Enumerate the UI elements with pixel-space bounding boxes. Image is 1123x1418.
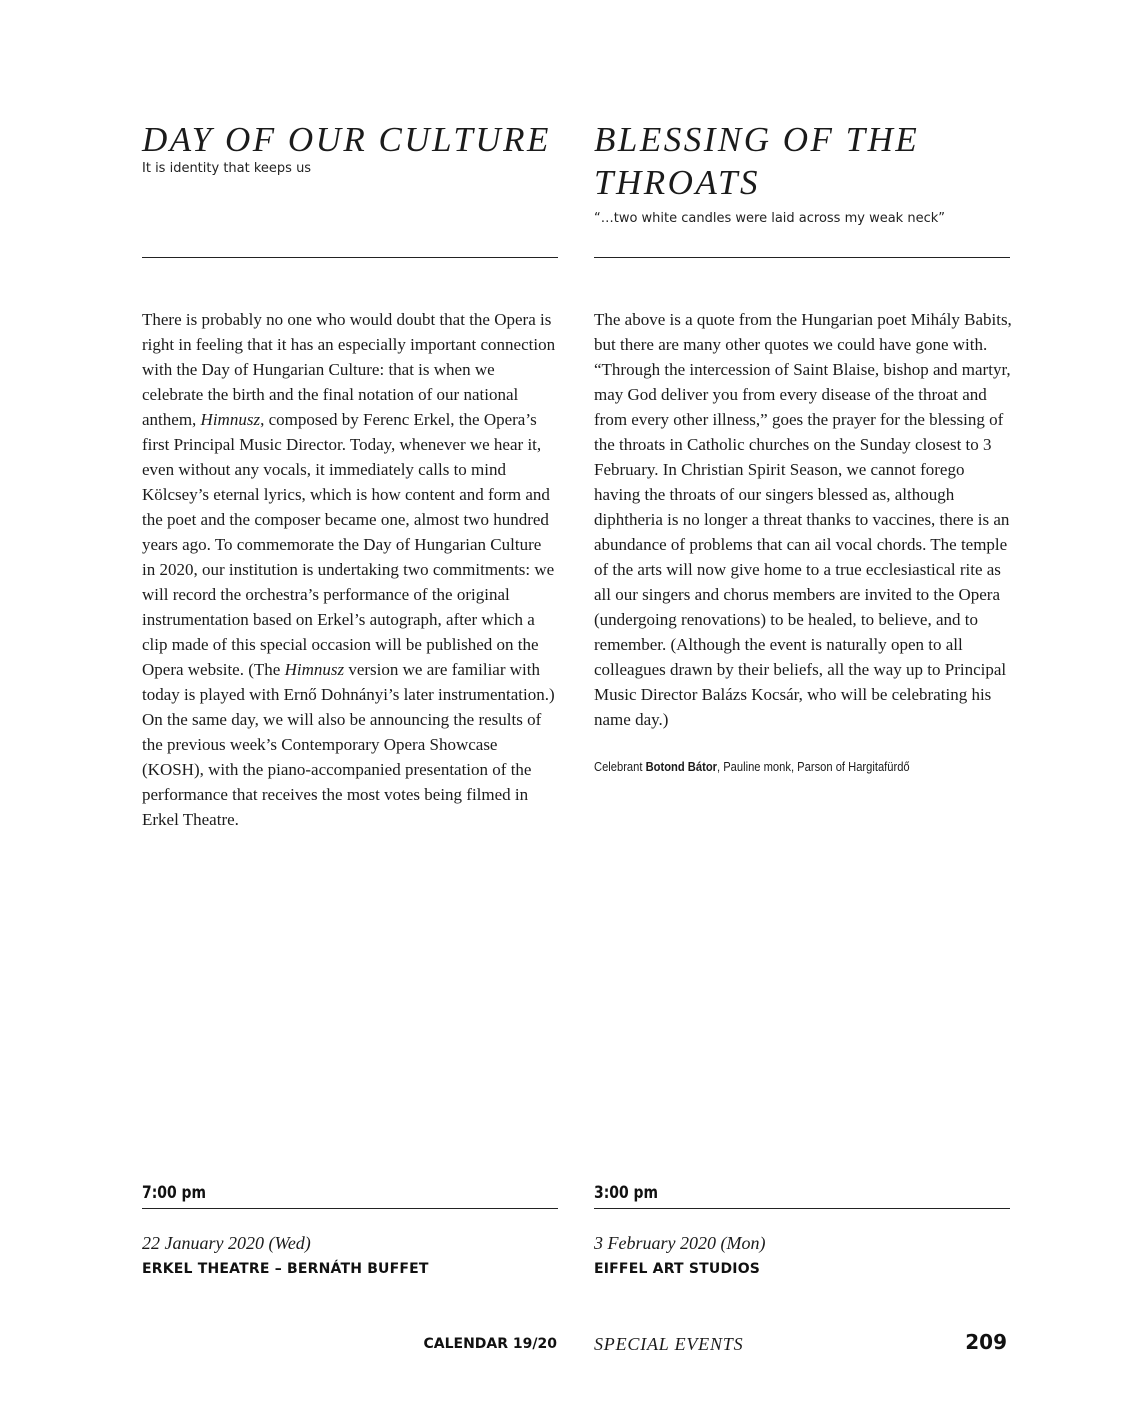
left-event-subtitle: It is identity that keeps us (142, 161, 312, 176)
left-body-paragraph: There is probably no one who would doubt that the Opera is right in feeling that it has an especially important connection with the Day of Hungarian Culture: that is when we celebrate the birth and the final notation of our national anthem, Himnusz, composed by Ferenc Erkel, the Opera’s first Principal Music Director. Today, whenever we hear it, even without any vocals, it immediately calls to mind Kölcsey’s eternal lyrics, which is how content and form and the poet and the composer became one, almost two hundred years ago. To commemorate the Day of Hungarian Culture in 2020, our institution is undertaking two commitments: we will record the orchestra’s performance of the original instrumentation based on Erkel’s autograph, after which a clip made of this special occasion will be published on the Opera website. (The Himnusz version we are familiar with today is played with Ernő Dohnányi’s later instrumentation.) On the same day, we will also be announcing the results of the previous week’s Contemporary Opera Showcase (KOSH), with the piano-accompanied presentation of the performance that receives the most votes being filmed in Erkel Theatre. (142, 310, 556, 829)
left-event-venue: ERKEL THEATRE – BERNÁTH BUFFET (142, 1261, 429, 1277)
page-number: 209 (965, 1330, 1007, 1354)
right-event-title: BLESSING OF THE THROATS (594, 120, 920, 202)
right-time-rule (594, 1208, 1010, 1209)
footer-section: SPECIAL EVENTS (594, 1334, 744, 1354)
footer-publication: CALENDAR 19/20 (423, 1336, 557, 1352)
right-event-body (594, 307, 1012, 732)
right-event-venue: EIFFEL ART STUDIOS (594, 1261, 761, 1277)
right-title-rule (594, 257, 1010, 258)
left-event-title: DAY OF OUR CULTURE (142, 120, 551, 159)
right-event-time: 3:00 pm (594, 1183, 659, 1203)
right-event-date: 3 February 2020 (Mon) (594, 1233, 766, 1253)
left-event-body (142, 307, 558, 832)
right-event-subtitle: “…two white candles were laid across my weak neck” (594, 211, 945, 226)
right-body-paragraph: The above is a quote from the Hungarian poet Mihály Babits, but there are many other quotes we could have gone with. “Through the intercession of Saint Blaise, bishop and martyr, may God deliver you from every disease of the throat and from every other illness,” goes the prayer for the blessing of the throats in Catholic churches on the Sunday closest to 3 February. In Christian Spirit Season, we cannot forego having the throats of our singers blessed as, although diphtheria is no longer a threat thanks to vaccines, there is an abundance of problems that can ail vocal chords. The temple of the arts will now give home to a true ecclesiastical rite as all our singers and chorus members are invited to the Opera (undergoing renovations) to be healed, to believe, and to remember. (Although the event is naturally open to all colleagues drawn by their beliefs, all the way up to Principal Music Director Balázs Kocsár, who will be celebrating his name day.) (594, 310, 1012, 729)
left-event-date: 22 January 2020 (Wed) (142, 1233, 311, 1253)
left-time-rule (142, 1208, 558, 1209)
left-event-time: 7:00 pm (142, 1183, 207, 1203)
celebrant-name: Botond Bátor (645, 759, 718, 774)
celebrant-credit: Celebrant Botond Bátor, Pauline monk, Parson of Hargitafürdő (594, 759, 910, 774)
left-title-rule (142, 257, 558, 258)
